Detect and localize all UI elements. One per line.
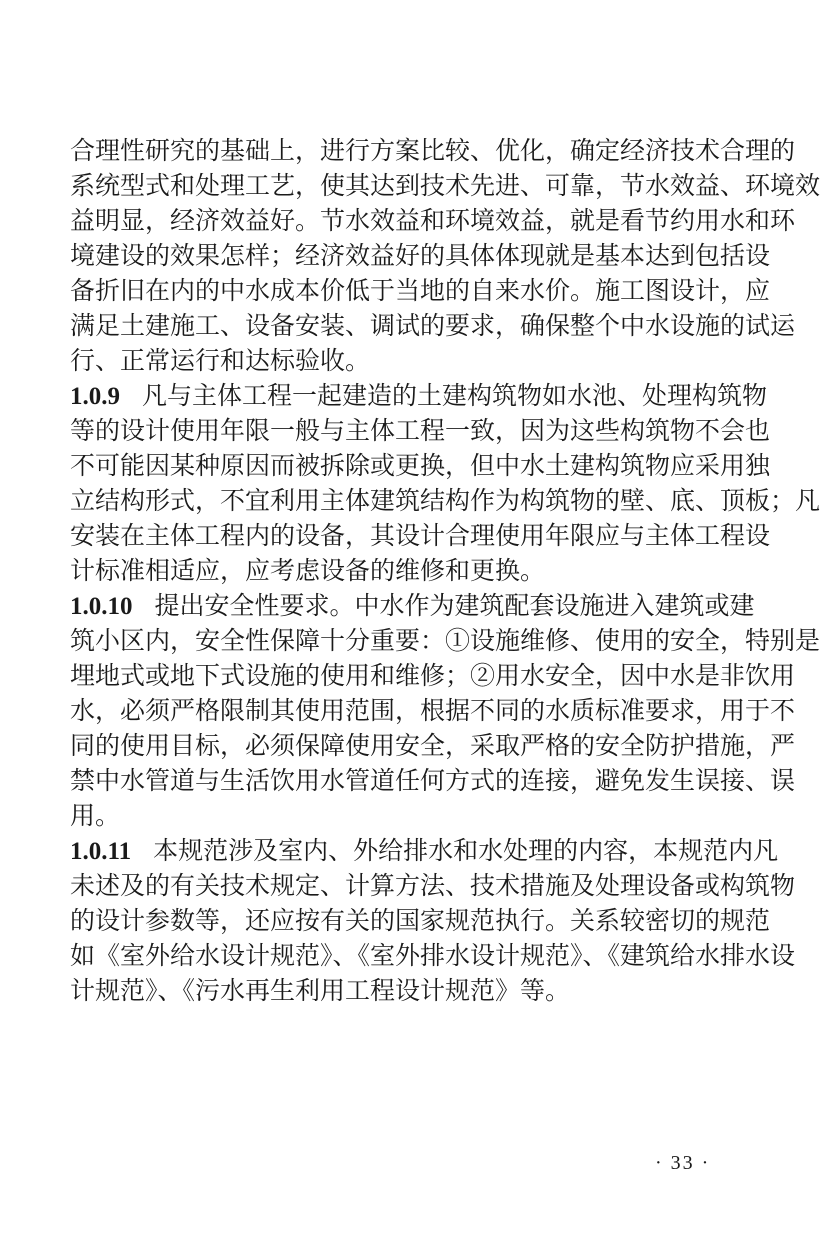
- line-text: 备折旧在内的中水成本价低于当地的自来水价。施工图设计，应: [70, 276, 771, 305]
- line-text: 同的使用目标，必须保障使用安全，采取严格的安全防护措施，严: [70, 731, 796, 760]
- text-line: [70, 168, 820, 203]
- clause-paragraph: [70, 833, 796, 1008]
- text-line: [70, 798, 732, 833]
- page-number: · 33 ·: [655, 1152, 711, 1174]
- text-line: [70, 343, 732, 378]
- clause-number: 1.0.11: [70, 838, 132, 865]
- text-line: [70, 203, 796, 238]
- text-line: [70, 973, 732, 1008]
- text-line: [70, 413, 771, 448]
- text-line: [70, 763, 796, 798]
- line-text: 筑小区内，安全性保障十分重要：①设施维修、使用的安全，特别是: [70, 626, 820, 655]
- line-text: 不可能因某种原因而被拆除或更换，但中水土建构筑物应采用独: [70, 451, 771, 480]
- text-line: [70, 133, 796, 168]
- line-text: 如《室外给水设计规范》、《室外排水设计规范》、《建筑给水排水设: [70, 941, 796, 970]
- line-text: 计标准相适应，应考虑设备的维修和更换。: [70, 556, 546, 585]
- text-line: [70, 308, 796, 343]
- line-text: 系统型式和处理工艺，使其达到技术先进、可靠，节水效益、环境效: [70, 171, 820, 200]
- text-line: [70, 658, 796, 693]
- line-text: 禁中水管道与生活饮用水管道任何方式的连接，避免发生误接、误: [70, 766, 796, 795]
- clause-number: 1.0.9: [70, 383, 120, 410]
- line-text: 等的设计使用年限一般与主体工程一致，因为这些构筑物不会也: [70, 416, 771, 445]
- line-text: 立结构形式，不宜利用主体建筑结构作为构筑物的壁、底、顶板；凡: [70, 486, 820, 515]
- text-line: [70, 623, 820, 658]
- line-text: 埋地式或地下式设施的使用和维修；②用水安全，因中水是非饮用: [70, 661, 796, 690]
- line-text: 境建设的效果怎样；经济效益好的具体体现就是基本达到包括设: [70, 241, 771, 270]
- line-text: 行、正常运行和达标验收。: [70, 346, 371, 375]
- line-text: 本规范涉及室内、外给排水和水处理的内容，本规范内凡: [153, 836, 779, 865]
- document-body: [70, 133, 820, 1008]
- line-text: 计规范》、《污水再生利用工程设计规范》等。: [70, 976, 571, 1005]
- line-text: 安装在主体工程内的设备，其设计合理使用年限应与主体工程设: [70, 521, 771, 550]
- line-text: 的设计参数等，还应按有关的国家规范执行。关系较密切的规范: [70, 906, 771, 935]
- line-text: 益明显，经济效益好。节水效益和环境效益，就是看节约用水和环: [70, 206, 796, 235]
- text-line: [70, 518, 771, 553]
- text-line: [70, 553, 732, 588]
- line-text: 合理性研究的基础上，进行方案比较、优化，确定经济技术合理的: [70, 136, 796, 165]
- line-text: 提出安全性要求。中水作为建筑配套设施进入建筑或建: [154, 591, 755, 620]
- paragraph: [70, 133, 820, 378]
- line-text: 满足土建施工、设备安装、调试的要求，确保整个中水设施的试运: [70, 311, 796, 340]
- line-text: 凡与主体工程一起建造的土建构筑物如水池、处理构筑物: [142, 381, 768, 410]
- text-line: [70, 238, 771, 273]
- text-line: [70, 903, 771, 938]
- text-line: [70, 938, 796, 973]
- clause-number: 1.0.10: [70, 593, 133, 620]
- clause-paragraph: [70, 378, 820, 588]
- text-line: [70, 483, 820, 518]
- clause-paragraph: [70, 588, 820, 833]
- text-line: [70, 273, 771, 308]
- line-text: 用。: [70, 801, 121, 830]
- text-line: [70, 728, 796, 763]
- text-line: [70, 833, 779, 868]
- line-text: 未述及的有关技术规定、计算方法、技术措施及处理设备或构筑物: [70, 871, 796, 900]
- line-text: 水，必须严格限制其使用范围，根据不同的水质标准要求，用于不: [70, 696, 796, 725]
- text-line: [70, 378, 768, 413]
- text-line: [70, 588, 755, 623]
- text-line: [70, 448, 771, 483]
- text-line: [70, 693, 796, 728]
- text-line: [70, 868, 796, 903]
